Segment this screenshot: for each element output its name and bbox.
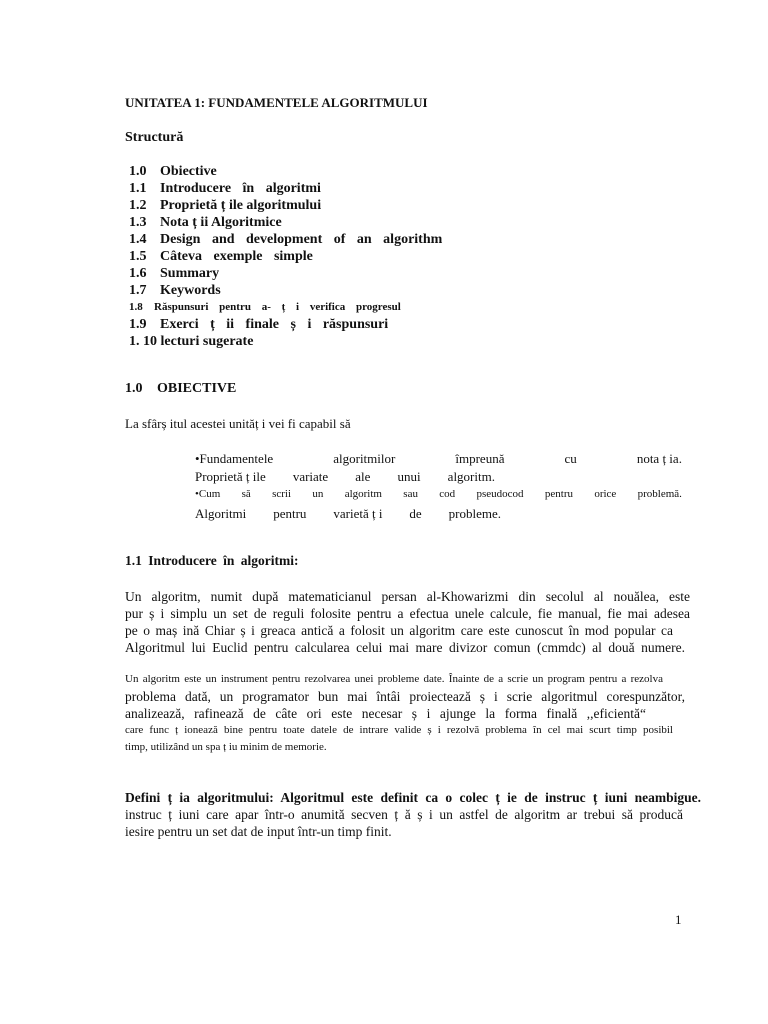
word: pentru (273, 506, 307, 521)
objectives-heading (125, 381, 236, 397)
toc-text: Exerci ț ii finale ș i răspunsuri (160, 317, 389, 332)
section-title: OBIECTIVE (157, 381, 237, 396)
toc-item (129, 316, 442, 333)
toc-number: 1.1 (129, 181, 147, 196)
toc-item (129, 248, 442, 265)
word: Proprietă ț ile (195, 469, 266, 484)
toc-item (129, 180, 442, 197)
word: cu (564, 451, 577, 466)
word: sau (403, 488, 418, 500)
toc-text: lecturi sugerate (160, 334, 254, 349)
word: algoritmilor (333, 451, 396, 466)
text-line: analizează, rafinează de câte ori este necesar ș i ajunge la forma finală ,,eficientă“ (125, 706, 646, 721)
text-line: pur ș i simplu un set de reguli folosite pentru a efectua unele calcule, fie manual, fie mai adesea (125, 606, 690, 621)
word: să (241, 488, 251, 500)
text-line: instruc ț iuni care apar într-o anumită secven ț ă ș i un astfel de algoritm ar trebui să producă (125, 807, 683, 822)
toc-number: 1.0 (129, 164, 147, 179)
text-line: problema dată, un programator bun mai întâi proiectează ș i scrie algoritmul corespunzător, (125, 689, 685, 704)
word: cod (439, 488, 456, 500)
toc-text: Summary (160, 266, 220, 281)
toc-item (129, 299, 442, 316)
toc-text: Răspunsuri pentru a- ț i verifica progresul (154, 301, 401, 313)
word: pentru (544, 488, 573, 500)
toc-item (129, 265, 442, 282)
page-number: 1 (675, 912, 682, 927)
objectives-intro: La sfârș itul acestei unităț i vei fi capabil să (125, 416, 351, 431)
toc-number: 1.2 (129, 198, 147, 213)
objective-bullet (195, 506, 501, 522)
toc-number: 1.4 (129, 232, 147, 247)
word: nota ț ia. (636, 451, 682, 466)
paragraph-intro (125, 588, 690, 656)
word: Algoritmi (195, 506, 247, 521)
paragraph-algorithm-tool (125, 671, 690, 756)
text-line: iesire pentru un set dat de input într-un timp finit. (125, 824, 392, 839)
text-line: Un algoritm este un instrument pentru rezolvarea unei probleme date. Înainte de a scrie un program pentru a rezolva (125, 673, 663, 685)
toc-text: Keywords (160, 283, 221, 298)
word: algoritm (344, 488, 382, 500)
structure-heading: Structură (125, 130, 184, 145)
toc-item (129, 214, 442, 231)
text-line: Un algoritm, numit după matematicianul persan al-Khowarizmi din secolul al nouălea, este (125, 589, 690, 604)
toc-text: Câteva exemple simple (160, 249, 313, 264)
document-title: UNITATEA 1: FUNDAMENTELE ALGORITMULUI (125, 95, 428, 110)
objective-bullet (195, 451, 682, 467)
word: unui (397, 469, 421, 484)
introduction-heading: 1.1 Introducere în algoritmi: (125, 553, 299, 568)
toc-text: Obiective (160, 164, 217, 179)
objective-bullet (195, 469, 495, 485)
text-line: care func ț ionează bine pentru toate datele de intrare valide ș i rezolvă problema în cel mai scurt timp posibil (125, 724, 673, 736)
toc-text: Proprietă ț ile algoritmului (160, 198, 322, 213)
text-line: pe o maș ină Chiar ș i greaca antică a folosit un algoritm care este cunoscut în mod popular ca (125, 623, 673, 638)
word: probleme. (448, 506, 501, 521)
toc-item (129, 197, 442, 214)
toc-item (129, 163, 442, 180)
toc-item (129, 231, 442, 248)
toc-text: Design and development of an algorithm (160, 232, 443, 247)
word: orice (594, 488, 617, 500)
toc-number: 1.8 (129, 301, 143, 313)
toc-number: 1.9 (129, 317, 147, 332)
objective-bullet (195, 488, 682, 500)
toc-item (129, 333, 442, 350)
text-line: Defini ț ia algoritmului: Algoritmul este definit ca o colec ț ie de instruc ț iuni neambigue. (125, 790, 701, 805)
word: ale (355, 469, 371, 484)
toc-number: 1. 10 (129, 334, 157, 349)
section-number: 1.0 (125, 381, 143, 396)
toc-text: Nota ț ii Algoritmice (160, 215, 282, 230)
word: de (409, 506, 422, 521)
word: varietă ț i (333, 506, 383, 521)
word: pseudocod (476, 488, 524, 500)
word: problemă. (637, 488, 682, 500)
text-line: timp, utilizând un spa ț iu minim de memorie. (125, 741, 327, 753)
paragraph-definition (125, 789, 701, 840)
toc-number: 1.3 (129, 215, 147, 230)
toc-number: 1.6 (129, 266, 147, 281)
toc-text: Introducere în algoritmi (160, 181, 321, 196)
word: •Cum (195, 488, 221, 500)
table-of-contents (129, 163, 442, 350)
toc-number: 1.5 (129, 249, 147, 264)
word: algoritm. (447, 469, 495, 484)
toc-number: 1.7 (129, 283, 147, 298)
word: •Fundamentele (195, 451, 274, 466)
toc-item (129, 282, 442, 299)
word: variate (292, 469, 329, 484)
text-line: Algoritmul lui Euclid pentru calcularea celui mai mare divizor comun (cmmdc) al două numere. (125, 640, 685, 655)
word: împreună (455, 451, 505, 466)
word: un (312, 488, 324, 500)
word: scrii (272, 488, 292, 500)
